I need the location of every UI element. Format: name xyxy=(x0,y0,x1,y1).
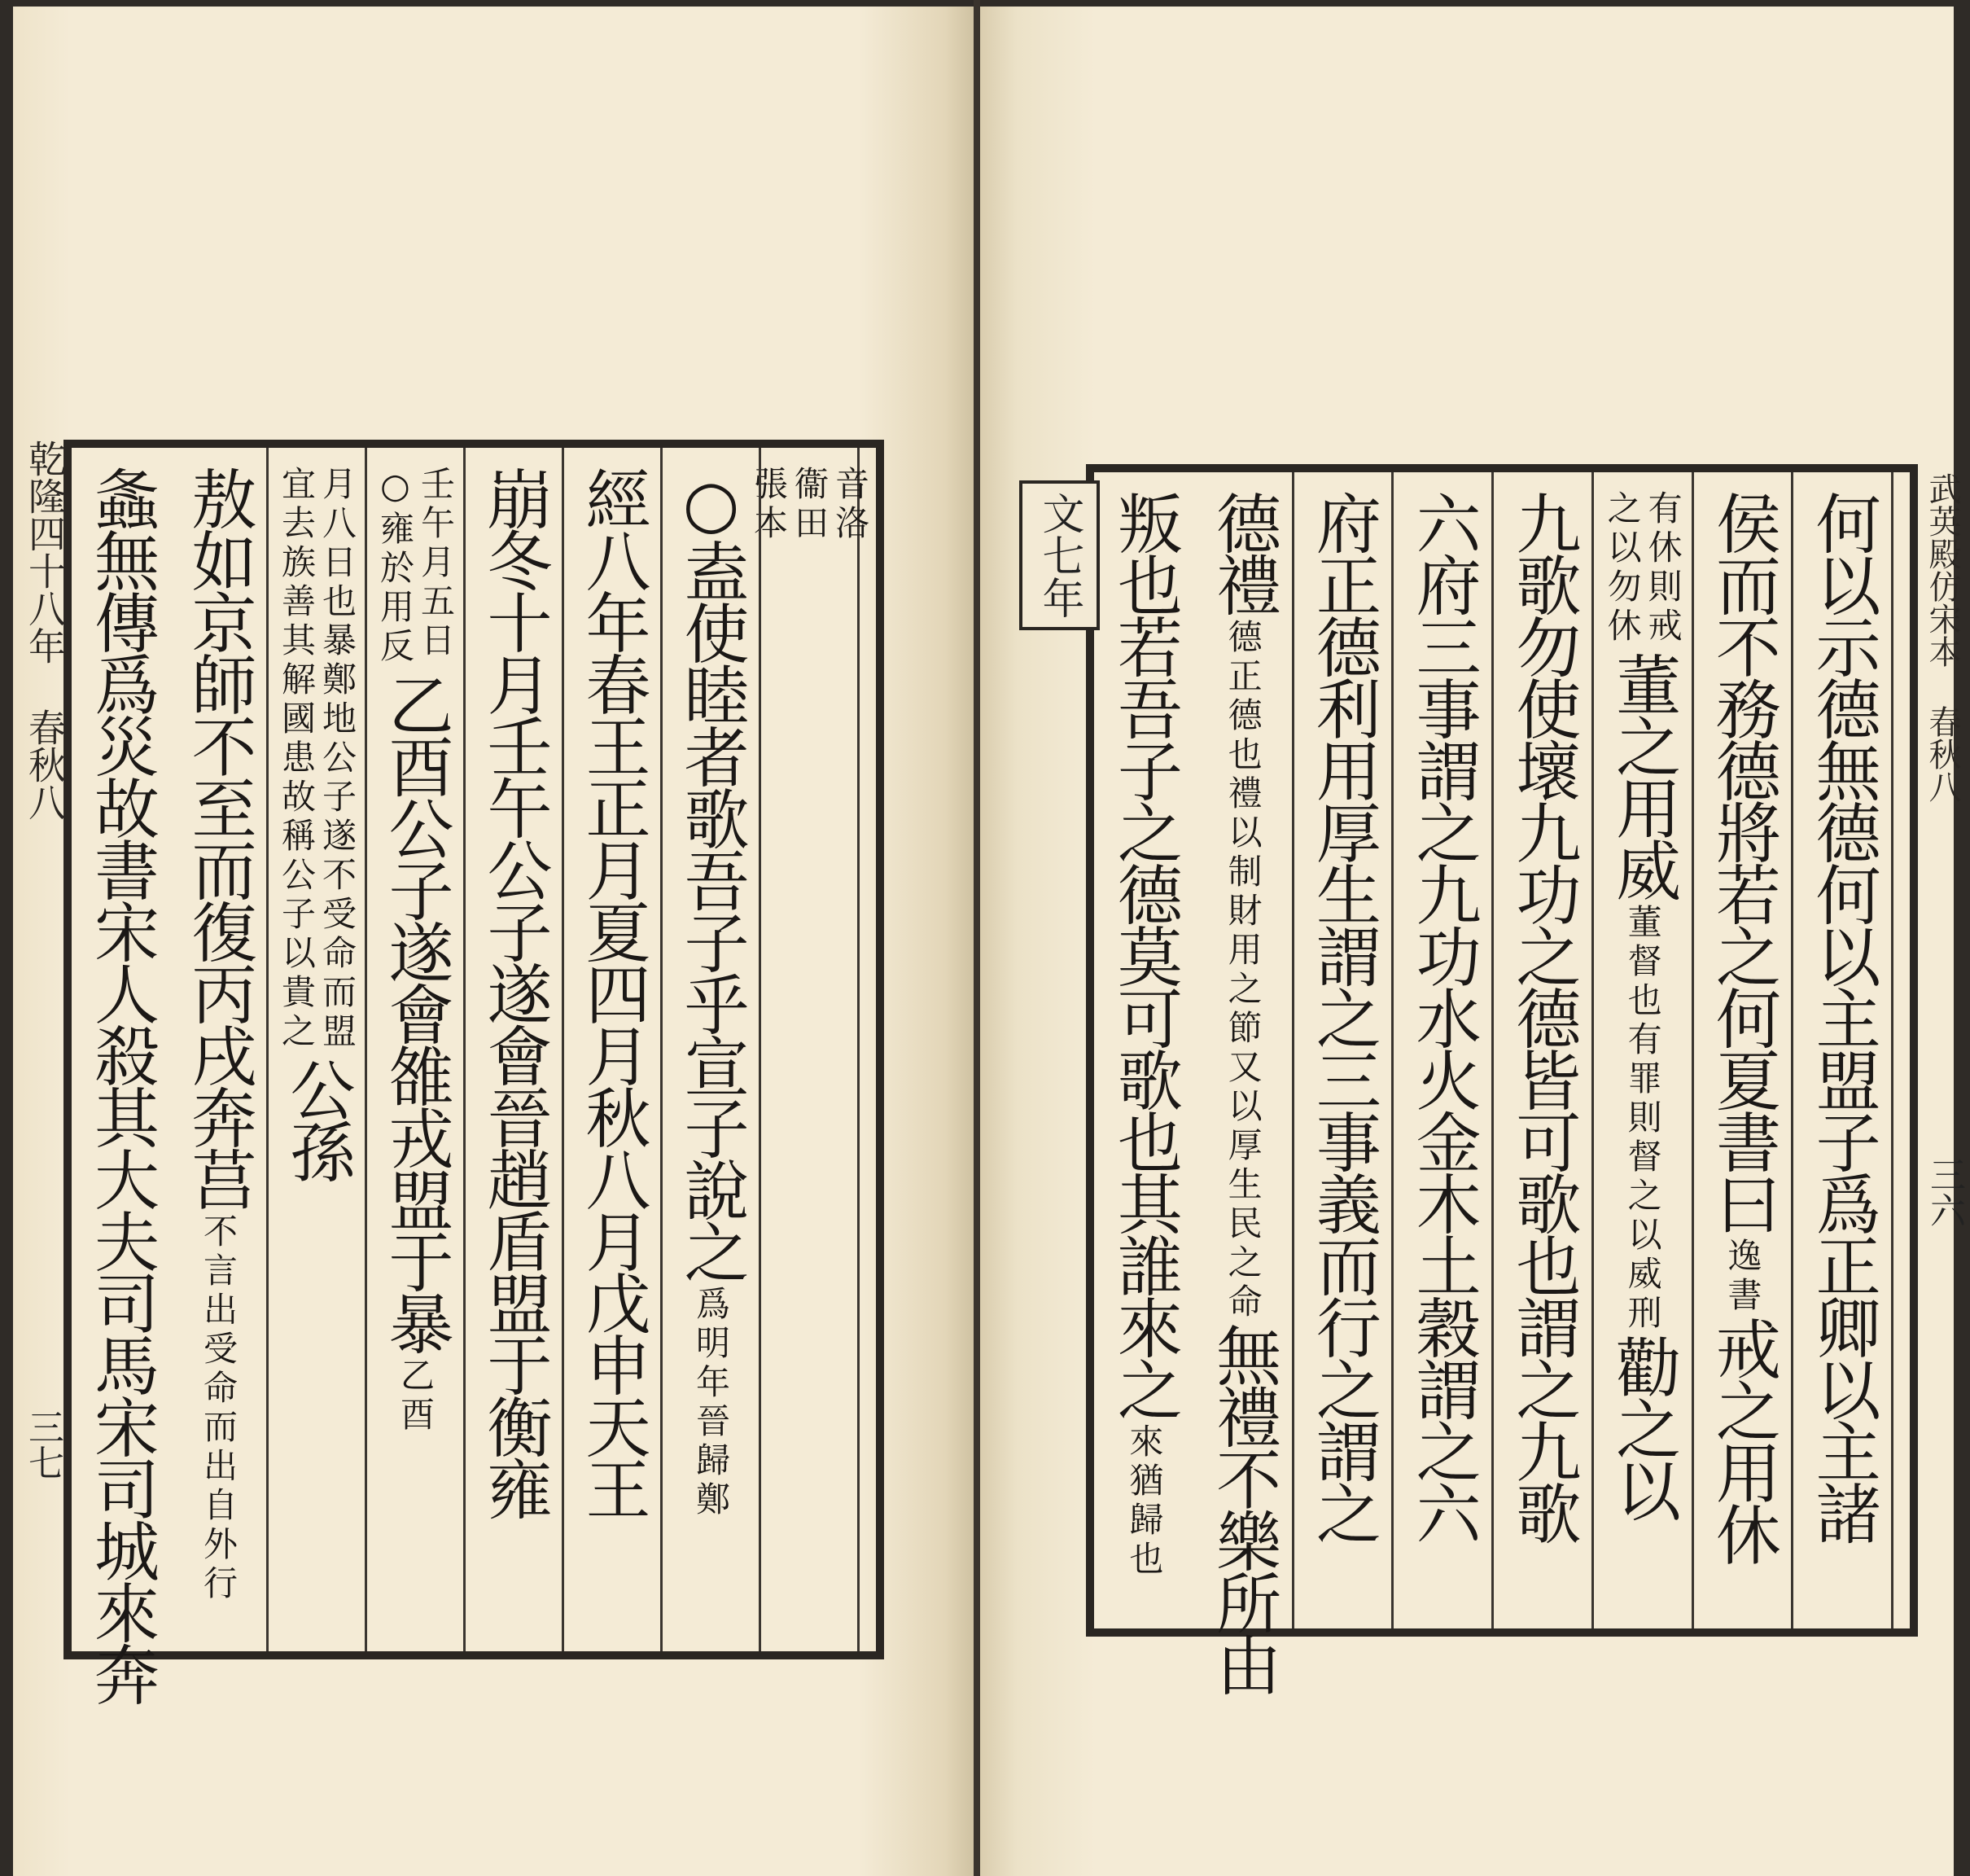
main-text: 府正德利用厚生謂之三事義而行之謂之 xyxy=(1305,490,1381,1542)
main-text: ○盍使睦者歌吾子乎宣子說之 xyxy=(673,466,749,1281)
column-content xyxy=(367,466,463,1435)
annotation-text: 來猶歸也 xyxy=(1124,1423,1165,1580)
annotation-pair xyxy=(278,466,355,1052)
annotation-text: 乙酉 xyxy=(396,1357,436,1435)
column-content xyxy=(749,466,870,544)
text-column xyxy=(749,448,870,1651)
main-text: 德禮 xyxy=(1205,490,1281,614)
annotation-pair xyxy=(375,466,456,667)
column-content xyxy=(1194,490,1292,1694)
column-content xyxy=(1793,490,1891,1542)
main-text: 六府三事謂之九功水火金木土穀謂之六 xyxy=(1405,490,1482,1542)
annotation-text: 有休則戒 xyxy=(1643,490,1683,647)
main-text: 何以示德無德何以主盟子爲正卿以主諸 xyxy=(1805,490,1881,1542)
main-text: 董之用威 xyxy=(1604,651,1681,899)
text-column xyxy=(170,448,269,1651)
annotation-text: 壬午月五日 xyxy=(416,466,456,661)
annotation-text: 爲明年晉歸鄭 xyxy=(691,1286,731,1520)
annotation-text: 宜去族善其解國患故稱公子以貴之 xyxy=(277,466,317,1052)
left-text-block xyxy=(63,440,884,1703)
main-text: 經八年春王正月夏四月秋八月戊申天王 xyxy=(575,466,650,1518)
column-content xyxy=(72,466,170,1703)
main-text: 公孫 xyxy=(279,1057,355,1181)
main-text: 螽無傳爲災故書宋人殺其大夫司馬宋司城來奔 xyxy=(83,466,160,1703)
left-edge-strip: 乾隆四十八年 春秋八 xyxy=(23,440,67,821)
text-column xyxy=(663,448,761,1651)
main-text: 叛也若吾子之德莫可歌也其誰來之 xyxy=(1106,490,1183,1418)
column-content xyxy=(269,466,365,1181)
text-column xyxy=(1194,472,1294,1694)
main-text: 九歌勿使壞九功之德皆可歌也謂之九歌 xyxy=(1504,490,1581,1542)
text-column xyxy=(367,448,466,1651)
main-text: 乙酉公子遂會雒戎盟于暴 xyxy=(378,672,453,1352)
annotation-pair xyxy=(1604,490,1681,647)
right-edge-strip: 武英殿仿宋本 春秋八 xyxy=(1924,472,1961,803)
column-content xyxy=(170,466,266,1604)
text-column xyxy=(72,448,170,1703)
text-column xyxy=(1294,472,1394,1628)
right-text-block xyxy=(1086,464,1918,1694)
main-text: 敖如京師不至而復丙戌奔莒 xyxy=(181,466,256,1208)
annotation-text: 不言出受命而出自外行 xyxy=(199,1213,239,1604)
main-text: 崩冬十月壬午公子遂會晉趙盾盟于衡雍 xyxy=(476,466,552,1518)
column-content xyxy=(1294,490,1392,1542)
text-column xyxy=(1394,472,1494,1628)
text-column xyxy=(269,448,367,1651)
text-column xyxy=(466,448,564,1651)
left-page-number: 三七 xyxy=(22,1409,63,1480)
main-text: 無禮不樂所由 xyxy=(1205,1322,1281,1694)
right-margin-label: 文七年 xyxy=(1019,480,1100,630)
column-content xyxy=(1694,490,1792,1563)
text-column xyxy=(1494,472,1594,1628)
text-column xyxy=(1694,472,1794,1628)
annotation-text: ○雍於用反 xyxy=(375,466,415,667)
column-content xyxy=(1594,490,1692,1519)
column-content xyxy=(1394,490,1491,1542)
text-column xyxy=(1094,472,1194,1628)
column-content xyxy=(1094,490,1194,1580)
book-gutter xyxy=(974,0,980,1876)
column-content xyxy=(564,466,660,1518)
text-column xyxy=(1793,472,1893,1628)
main-text: 勸之以 xyxy=(1604,1334,1681,1519)
text-column xyxy=(564,448,663,1651)
main-text: 戒之用休 xyxy=(1705,1316,1781,1563)
annotation-text: 董督也有罪則督之以威刑 xyxy=(1622,904,1663,1334)
annotation-text: 德正德也禮以制財用之節又以厚生民之命 xyxy=(1223,619,1263,1322)
annotation-text: 逸書 xyxy=(1723,1238,1763,1316)
column-content xyxy=(1494,490,1591,1542)
right-page-number: 三六 xyxy=(1924,1156,1965,1228)
annotation-text: 張本 xyxy=(749,466,789,544)
annotation-text: 月八日也暴鄭地公子遂不受命而盟 xyxy=(317,466,357,1052)
column-content xyxy=(466,466,562,1518)
column-content xyxy=(663,466,759,1520)
main-text: 侯而不務德將若之何夏書曰 xyxy=(1705,490,1781,1233)
text-column xyxy=(1594,472,1694,1628)
annotation-text: 衞田 xyxy=(790,466,830,544)
annotation-text: 之以勿休 xyxy=(1602,490,1643,647)
annotation-pair xyxy=(751,466,868,544)
annotation-text: 音洛 xyxy=(830,466,870,544)
